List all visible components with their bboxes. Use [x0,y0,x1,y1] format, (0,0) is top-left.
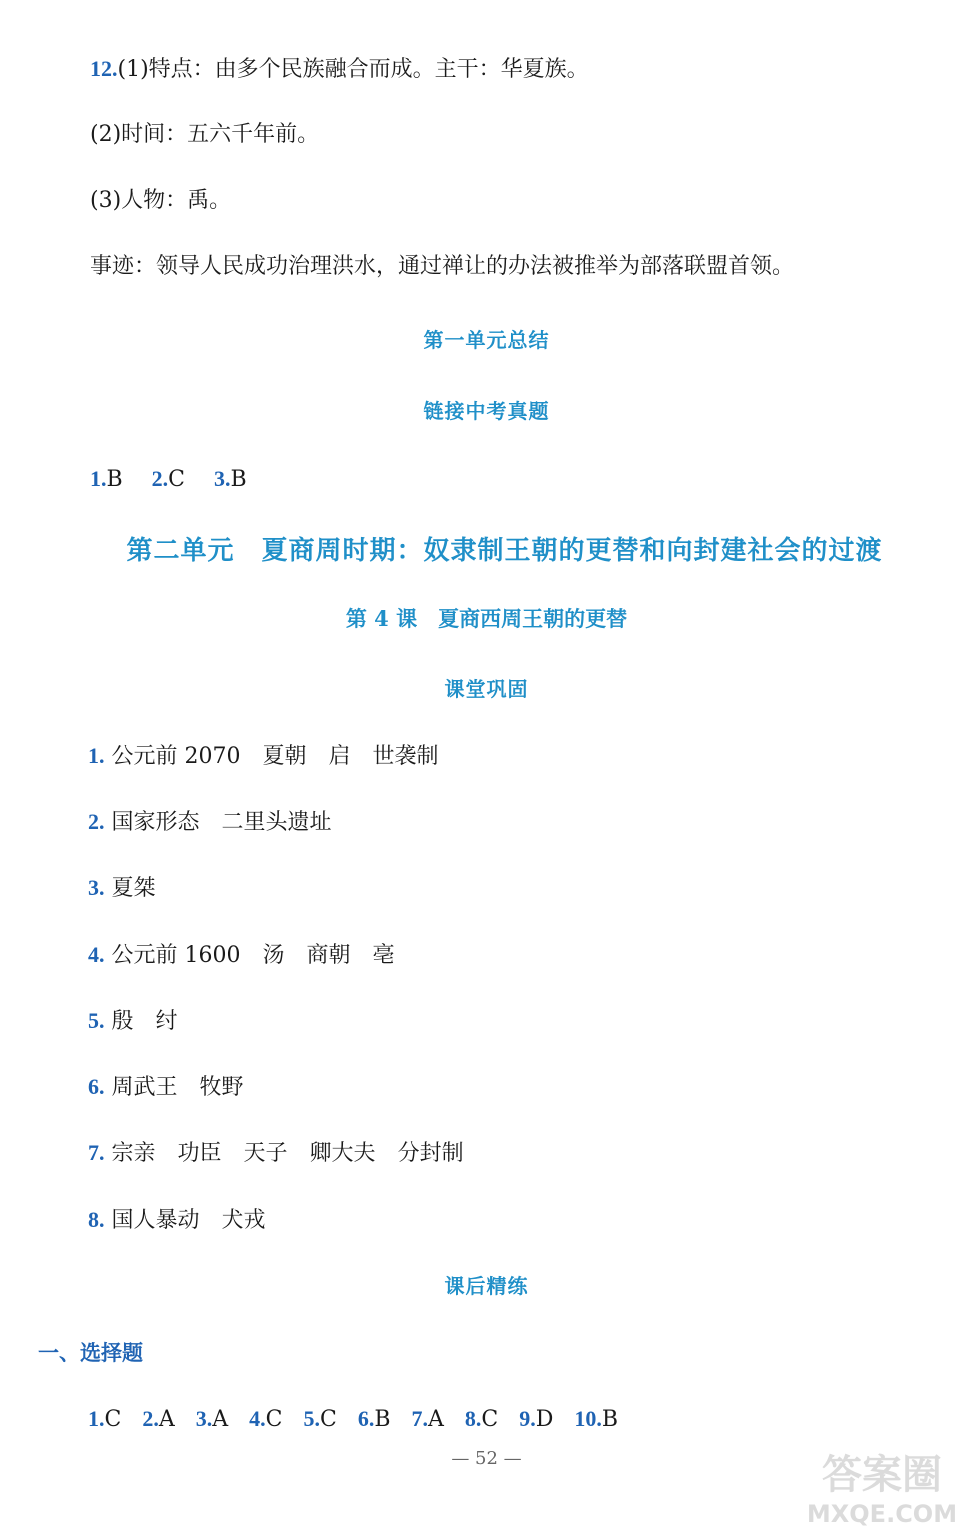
list-item: 2. 国家形态 二里头遗址 [88,809,332,835]
q12-number: 12. [90,56,118,81]
after-class-heading: 课后精练 [444,1274,529,1298]
answer-q12-deeds: 事迹：领导人民成功治理洪水，通过禅让的办法被推举为部落联盟首领。 [90,254,795,279]
answer-q12-line2: (2)时间：五六千年前。 [90,122,320,147]
link-answer-value: B [230,467,247,492]
list-item: 1. 公元前 2070 夏朝 启 世袭制 [88,743,439,769]
list-item: 6. 周武王 牧野 [88,1074,244,1100]
list-item: 7. 宗亲 功臣 天子 卿大夫 分封制 [88,1140,464,1166]
link-answer-value: C [168,467,186,492]
list-item: 8. 国人暴动 犬戎 [88,1207,266,1233]
q12-text: (1)特点：由多个民族融合而成。主干：华夏族。 [117,57,589,82]
svg-text:MXQE.COM: MXQE.COM [806,1500,958,1528]
list-item: 3. 夏桀 [88,875,156,901]
link-answer-number: 2. [151,466,169,491]
link-answer-value: B [106,467,123,492]
choice-answers: 1.C 2.A 3.A 4.C 5.C 6.B 7.A 8.C 9.D 10.B [88,1406,619,1432]
section-choice-title: 一、选择题 [38,1340,143,1365]
page-number: — 52 — [451,1448,522,1469]
watermark-logo [800,1440,965,1530]
link-answer-number: 1. [90,466,107,491]
list-item: 5. 殷 纣 [88,1008,178,1034]
lesson4-title: 第 4 课 夏商西周王朝的更替 [345,606,628,631]
list-item: 4. 公元前 1600 汤 商朝 亳 [88,942,395,968]
link-exam-answers [90,464,247,495]
svg-text:答案圈: 答案圈 [822,1452,942,1498]
classroom-heading: 课堂巩固 [444,677,529,701]
unit1-summary-heading: 第一单元总结 [423,328,550,352]
answer-q12-line3: (3)人物：禹。 [90,188,232,213]
link-exam-heading: 链接中考真题 [423,399,550,423]
link-answer-number: 3. [214,466,231,491]
answer-q12-line1 [90,54,589,85]
unit2-title: 第二单元 夏商周时期：奴隶制王朝的更替和向封建社会的过渡 [126,536,883,566]
